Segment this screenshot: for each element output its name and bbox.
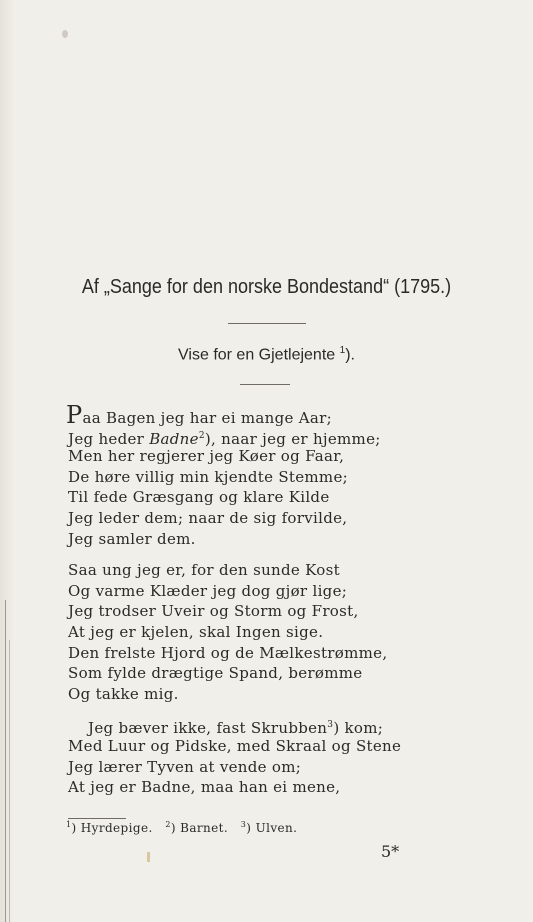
poem-line: De høre villig min kjendte Stemme; [68, 467, 348, 486]
stanza [66, 401, 401, 549]
poem-line [68, 426, 401, 447]
emphasized-word: Badne [149, 429, 199, 448]
poem-line: Men her regjerer jeg Køer og Faar, [68, 447, 345, 466]
footnote-ref: 1 [339, 345, 346, 356]
footnote-number: 1 [66, 820, 72, 829]
poem-line: At jeg er Badne, maa han ei mene, [68, 778, 341, 797]
page-edge-line [5, 600, 6, 922]
footnote-number: 2 [165, 820, 171, 829]
poem-title-suffix: ). [345, 346, 355, 364]
page-signature: 5* [381, 842, 400, 861]
line-text: ) kom; [333, 719, 384, 738]
line-text: aa Bagen jeg har ei mange Aar; [82, 409, 332, 427]
footnote-text: ) Ulven. [246, 821, 298, 835]
poem-line: At jeg er kjelen, skal Ingen sige. [68, 622, 324, 641]
stanza [68, 560, 401, 704]
poem-line: Med Luur og Pidske, med Skraal og Stene [68, 736, 402, 755]
poem-line: Den frelste Hjord og de Mælkestrømme, [68, 643, 388, 662]
poem-line [68, 715, 401, 736]
page-edge-line [9, 640, 10, 922]
stanza [68, 715, 401, 797]
line-text: ), naar jeg er hjemme; [204, 429, 381, 448]
line-text: Jeg bæver ikke, fast Skrubben [88, 719, 328, 738]
title-rule [240, 384, 290, 385]
footnote-ref: 3 [327, 720, 334, 731]
poem-line: Jeg samler dem. [68, 529, 196, 548]
poem-title [0, 345, 533, 364]
footnote-ref: 2 [198, 430, 205, 441]
poem-line: Til fede Græsgang og klare Kilde [68, 488, 330, 507]
poem-line [66, 401, 401, 429]
poem-line: Og varme Klæder jeg dog gjør lige; [68, 581, 348, 600]
line-text: Jeg heder [68, 429, 150, 448]
footnote-rule [68, 818, 126, 819]
paper-speck [62, 30, 68, 38]
drop-cap: P [66, 401, 83, 429]
poem-line: Jeg trodser Uveir og Storm og Frost, [68, 602, 359, 621]
section-heading: Af „Sange for den norske Bondestand“ (1795.) [81, 276, 452, 298]
footnote-text: ) Hyrdepige. [71, 821, 153, 835]
poem-line: Som fylde drægtige Spand, berømme [68, 664, 363, 683]
footnote-number: 3 [240, 820, 247, 829]
footnote-text: ) Barnet. [170, 821, 229, 835]
heading-rule [228, 323, 306, 324]
ink-mark [147, 852, 150, 862]
poem-line: Jeg leder dem; naar de sig forvilde, [68, 508, 348, 527]
poem-title-text: Vise for en Gjetlejente [178, 346, 336, 364]
poem-line: Jeg lærer Tyven at vende om; [68, 757, 302, 776]
page-bleed [0, 0, 14, 922]
poem-line: Og takke mig. [68, 684, 179, 703]
poem-line: Saa ung jeg er, for den sunde Kost [68, 561, 340, 580]
poem-body [66, 401, 402, 798]
footnotes [66, 820, 297, 835]
